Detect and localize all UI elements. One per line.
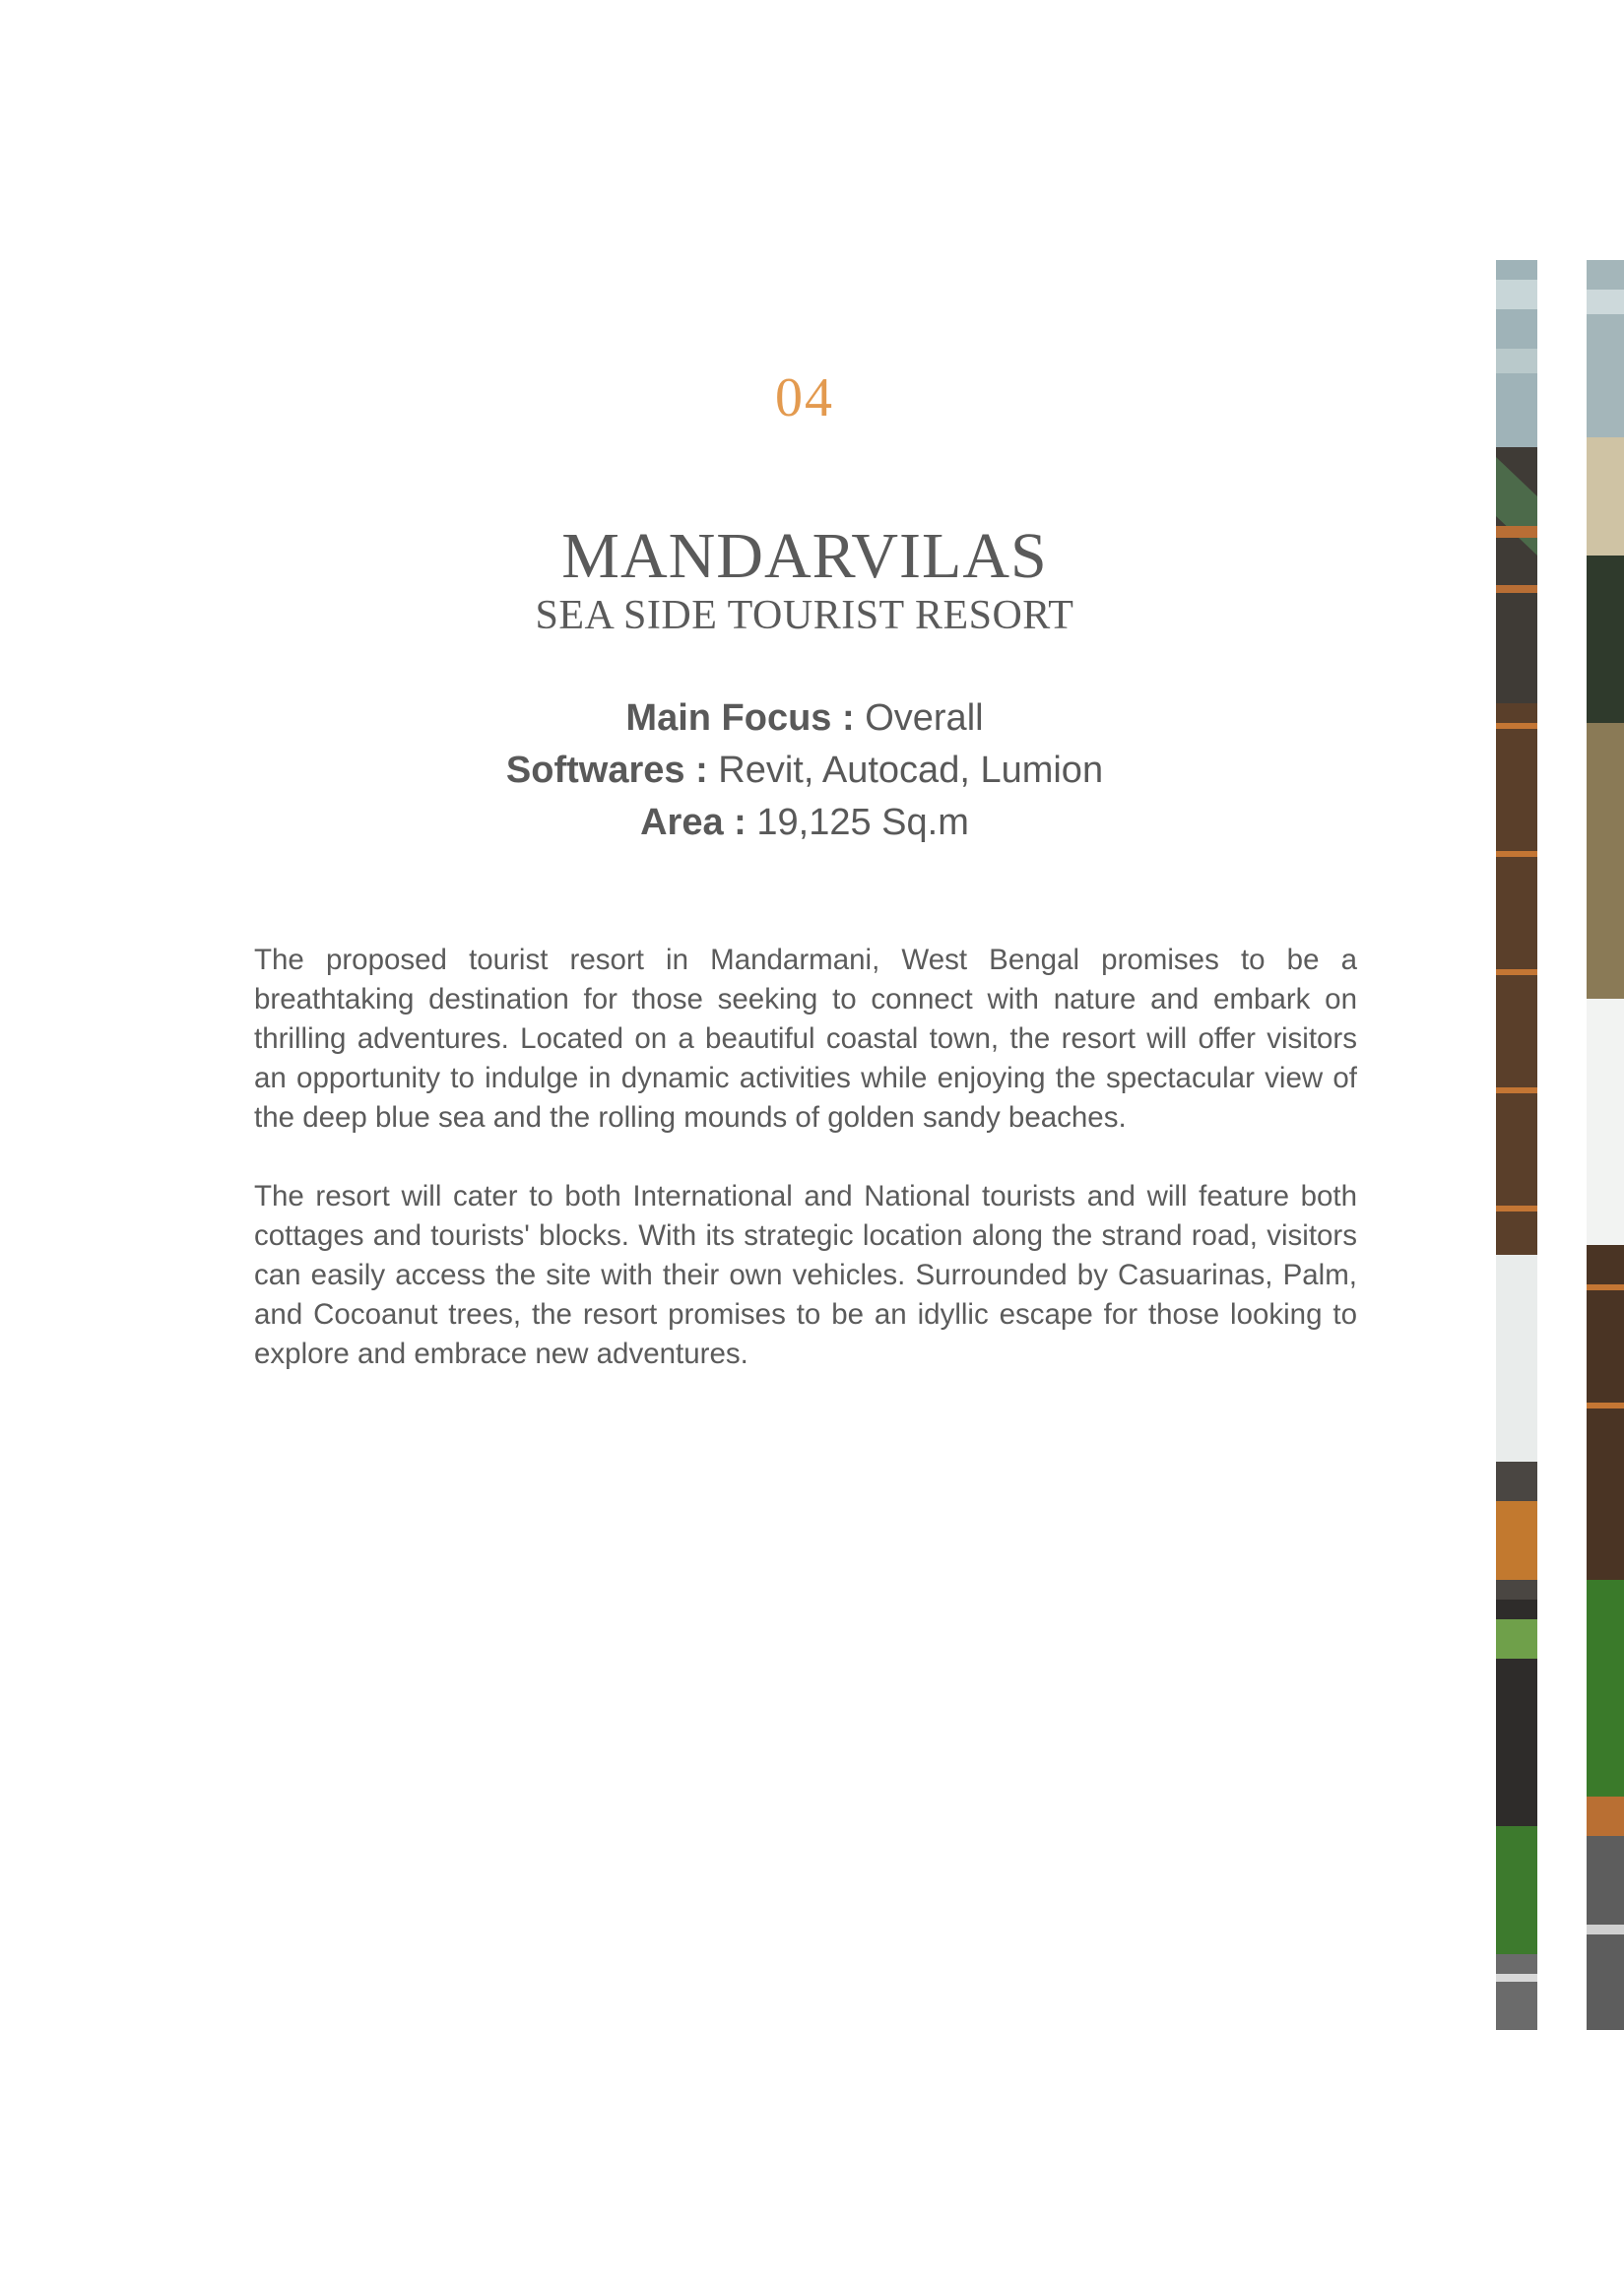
spec-value: Revit, Autocad, Lumion: [707, 750, 1104, 791]
resort-render-strip: [1587, 260, 1624, 2030]
spec-area: [0, 797, 1609, 849]
resort-render-image: [1587, 260, 1624, 2030]
spec-softwares: [0, 745, 1609, 797]
spec-label: Softwares :: [505, 750, 708, 791]
page-number: 04: [775, 367, 834, 428]
project-description: [254, 941, 1357, 1413]
spec-main-focus: [0, 692, 1609, 745]
spec-label: Main Focus :: [625, 697, 855, 739]
spec-value: Overall: [854, 697, 984, 739]
spec-value: 19,125 Sq.m: [746, 802, 969, 843]
project-title: MANDARVILAS: [561, 520, 1048, 592]
spec-label: Area :: [640, 802, 747, 843]
project-specs: [0, 692, 1609, 849]
description-paragraph: The resort will cater to both International and National tourists and will feature both cottages and tourists' blocks. With its strategic location along the strand road, visitors can easily access the site with their own vehicles. Surrounded by Casuarinas, Palm, and Cocoanut trees, the resort promises to be an idyllic escape for those looking to explore and embrace new adventures.: [254, 1180, 1357, 1370]
resort-render-image: [1496, 260, 1537, 2030]
project-subtitle: SEA SIDE TOURIST RESORT: [535, 593, 1074, 638]
description-paragraph: The proposed tourist resort in Mandarmani, West Bengal promises to be a breathtaking destination for those seeking to connect with nature and embark on thrilling adventures. Located on a beautiful coastal town, the resort will offer visitors an opportunity to indulge in dynamic activities while enjoying the spectacular view of the deep blue sea and the rolling mounds of golden sandy beaches.: [254, 944, 1357, 1134]
resort-render-strip: [1496, 260, 1537, 2030]
